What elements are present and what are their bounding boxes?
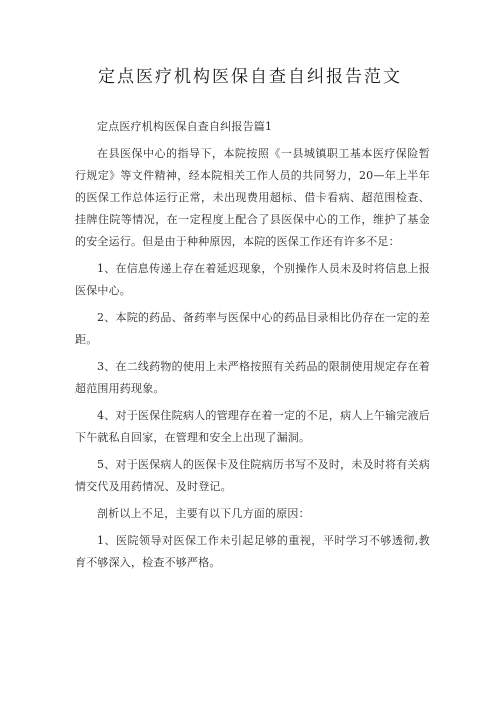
paragraph-item-5: 5、对于医保病人的医保卡及住院病历书写不及时，未及时将有关病情交代及用药情况、及时登记。	[75, 458, 430, 493]
paragraph-intro: 在县医保中心的指导下，本院按照《一县城镇职工基本医疗保险暂行规定》等文件精神，经本院相关工作人员的共同努力，20—年上半年的医保工作总体运行正常，未出现费用超标、借卡看病、超范围检查、挂牌住院等情况，在一定程度上配合了县医保中心的工作，维护了基金的安全运行。但是由于种种原因，本院的医保工作还有许多不足：	[75, 147, 430, 248]
document-body	[75, 116, 430, 574]
paragraph-item-3: 3、在二线药物的使用上未严格按照有关药品的限制使用规定存在着超范围用药现象。	[75, 360, 430, 395]
paragraph-reason-1: 1、医院领导对医保工作未引起足够的重视，平时学习不够透彻,教育不够深入，检查不够严格。	[75, 534, 430, 569]
paragraph-item-2: 2、本院的药品、备药率与医保中心的药品目录相比仍存在一定的差距。	[75, 311, 430, 346]
paragraph-item-1: 1、在信息传递上存在着延迟现象，个别操作人员未及时将信息上报医保中心。	[75, 262, 430, 297]
document-title: 定点医疗机构医保自查自纠报告范文	[98, 67, 402, 87]
paragraph-item-4: 4、对于医保住院病人的管理存在着一定的不足，病人上午输完液后下午就私自回家，在管理和安全上出现了漏洞。	[75, 409, 430, 444]
document-subtitle: 定点医疗机构医保自查自纠报告篇1	[97, 120, 273, 133]
paragraph-analysis-intro: 剖析以上不足，主要有以下几方面的原因：	[97, 507, 310, 520]
